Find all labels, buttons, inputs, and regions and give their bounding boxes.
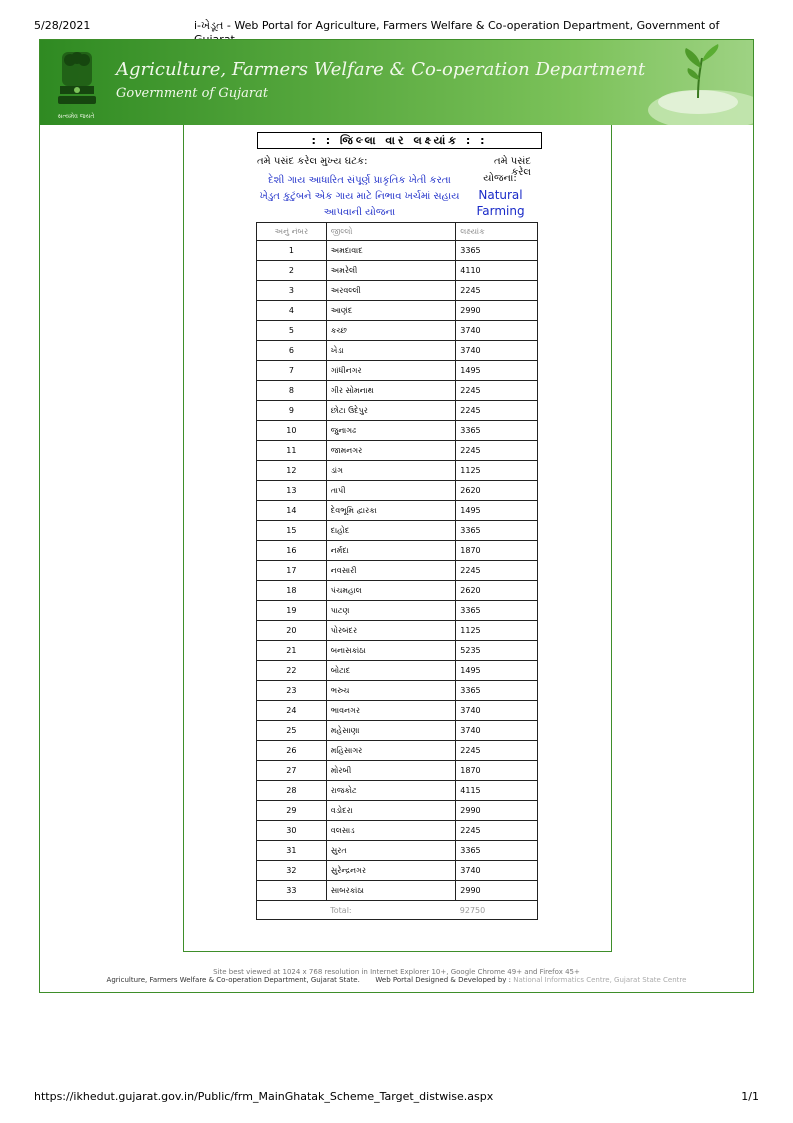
cell-district: જુનાગઢ	[326, 421, 456, 441]
table-row	[257, 381, 538, 401]
cell-target: 2245	[456, 561, 538, 581]
state-emblem-icon	[52, 48, 102, 120]
cell-target: 5235	[456, 641, 538, 661]
table-row	[257, 401, 538, 421]
cell-serial-no: 6	[257, 341, 327, 361]
cell-target: 1495	[456, 661, 538, 681]
cell-target: 3740	[456, 861, 538, 881]
cell-target: 2990	[456, 801, 538, 821]
table-row	[257, 681, 538, 701]
table-row	[257, 281, 538, 301]
table-header-row	[257, 223, 538, 241]
cell-district: નર્મદા	[326, 541, 456, 561]
cell-district: મહેસાણા	[326, 721, 456, 741]
page-heading: : : જિલ્લા વાર લક્ષ્યાંક : :	[257, 132, 542, 149]
cell-district: રાજકોટ	[326, 781, 456, 801]
table-row	[257, 881, 538, 901]
credits-designed-by: Web Portal Designed & Developed by :	[375, 976, 512, 984]
table-row	[257, 241, 538, 261]
cell-serial-no: 33	[257, 881, 327, 901]
cell-target: 3365	[456, 681, 538, 701]
header-serial-no: અનું નંબર	[257, 223, 327, 241]
cell-target: 2245	[456, 401, 538, 421]
cell-serial-no: 21	[257, 641, 327, 661]
table-row	[257, 741, 538, 761]
cell-target: 1870	[456, 761, 538, 781]
cell-district: પંચમહાલ	[326, 581, 456, 601]
table-row	[257, 761, 538, 781]
cell-district: કચ્છ	[326, 321, 456, 341]
cell-district: મહિસાગર	[326, 741, 456, 761]
cell-target: 2990	[456, 881, 538, 901]
cell-target: 1870	[456, 541, 538, 561]
cell-district: નવસારી	[326, 561, 456, 581]
cell-serial-no: 17	[257, 561, 327, 581]
table-row	[257, 501, 538, 521]
table-row	[257, 701, 538, 721]
cell-serial-no: 12	[257, 461, 327, 481]
table-row	[257, 601, 538, 621]
cell-target: 3365	[456, 521, 538, 541]
table-row	[257, 801, 538, 821]
total-spacer	[257, 901, 327, 920]
cell-target: 3365	[456, 601, 538, 621]
cell-serial-no: 16	[257, 541, 327, 561]
table-row	[257, 821, 538, 841]
table-row	[257, 721, 538, 741]
cell-district: દાહોદ	[326, 521, 456, 541]
print-page-title: i-ખેડૂત - Web Portal for Agriculture, Farmers Welfare & Co-operation Department, Government of	[194, 19, 720, 32]
plant-in-hands-icon	[628, 40, 753, 125]
cell-district: વલસાડ	[326, 821, 456, 841]
table-row	[257, 861, 538, 881]
cell-district: ભાવનગર	[326, 701, 456, 721]
table-body	[257, 241, 538, 901]
selected-scheme-label: તમે પસંદ કરેલ	[493, 156, 531, 178]
cell-serial-no: 11	[257, 441, 327, 461]
cell-serial-no: 10	[257, 421, 327, 441]
cell-serial-no: 26	[257, 741, 327, 761]
table-row	[257, 341, 538, 361]
cell-target: 1495	[456, 501, 538, 521]
header-target: લક્ષ્યાંક	[456, 223, 538, 241]
header-district: જીલ્લો	[326, 223, 456, 241]
cell-target: 2245	[456, 441, 538, 461]
cell-target: 3740	[456, 321, 538, 341]
cell-target: 2990	[456, 301, 538, 321]
page-frame	[39, 39, 754, 993]
total-value: 92750	[456, 901, 538, 920]
cell-target: 3740	[456, 701, 538, 721]
cell-target: 3365	[456, 421, 538, 441]
cell-serial-no: 23	[257, 681, 327, 701]
government-title: Government of Gujarat	[116, 86, 269, 101]
cell-serial-no: 3	[257, 281, 327, 301]
total-label: Total:	[326, 901, 456, 920]
cell-district: જામનગર	[326, 441, 456, 461]
table-row	[257, 481, 538, 501]
cell-district: સાબરકાંઠા	[326, 881, 456, 901]
cell-serial-no: 5	[257, 321, 327, 341]
content-panel	[183, 125, 612, 952]
cell-target: 4115	[456, 781, 538, 801]
credits-department: Agriculture, Farmers Welfare & Co-operation Department, Gujarat State.	[106, 976, 360, 984]
cell-target: 3365	[456, 841, 538, 861]
cell-target: 1125	[456, 621, 538, 641]
table-row	[257, 581, 538, 601]
table-row	[257, 361, 538, 381]
cell-serial-no: 4	[257, 301, 327, 321]
print-page-number: 1/1	[741, 1090, 759, 1103]
cell-district: ડાંગ	[326, 461, 456, 481]
cell-district: ગીર સોમનાથ	[326, 381, 456, 401]
cell-serial-no: 27	[257, 761, 327, 781]
table-row	[257, 441, 538, 461]
total-row	[257, 901, 538, 920]
cell-serial-no: 28	[257, 781, 327, 801]
cell-serial-no: 29	[257, 801, 327, 821]
selected-scheme-label-2: યોજના:	[483, 173, 517, 184]
cell-target: 2245	[456, 381, 538, 401]
cell-serial-no: 32	[257, 861, 327, 881]
credits-line	[40, 976, 753, 984]
browser-note: Site best viewed at 1024 x 768 resolution in Internet Explorer 10+, Google Chrome 49+ and Firefox 45+	[213, 968, 580, 976]
cell-district: મોરબી	[326, 761, 456, 781]
cell-serial-no: 14	[257, 501, 327, 521]
cell-district: પાટણ	[326, 601, 456, 621]
table-row	[257, 541, 538, 561]
cell-district: સુરેન્દ્રનગર	[326, 861, 456, 881]
cell-target: 1125	[456, 461, 538, 481]
cell-serial-no: 24	[257, 701, 327, 721]
cell-target: 2245	[456, 281, 538, 301]
table-row	[257, 661, 538, 681]
cell-serial-no: 8	[257, 381, 327, 401]
department-title: Agriculture, Farmers Welfare & Co-operation Department	[116, 59, 646, 80]
cell-serial-no: 15	[257, 521, 327, 541]
table-row	[257, 461, 538, 481]
table-row	[257, 301, 538, 321]
cell-serial-no: 1	[257, 241, 327, 261]
cell-target: 2245	[456, 741, 538, 761]
cell-serial-no: 18	[257, 581, 327, 601]
cell-target: 3740	[456, 721, 538, 741]
cell-serial-no: 2	[257, 261, 327, 281]
table-row	[257, 321, 538, 341]
cell-target: 3740	[456, 341, 538, 361]
cell-serial-no: 13	[257, 481, 327, 501]
cell-district: ગાંધીનગર	[326, 361, 456, 381]
cell-target: 2620	[456, 481, 538, 501]
table-row	[257, 561, 538, 581]
cell-district: દેવભૂમિ દ્વારકા	[326, 501, 456, 521]
table-row	[257, 781, 538, 801]
cell-target: 2620	[456, 581, 538, 601]
cell-district: છોટા ઉદેપુર	[326, 401, 456, 421]
table-row	[257, 641, 538, 661]
cell-district: અમદાવાદ	[326, 241, 456, 261]
cell-district: વડોદરા	[326, 801, 456, 821]
selected-component-label: તમે પસંદ કરેલ મુખ્ય ઘટક:	[257, 156, 368, 167]
selected-component-value: દેશી ગાય આધારિત સંપૂર્ણ પ્રાકૃતિક ખેતી કરતા ખેડુત કુટુંબને એક ગાય માટે નિભાવ ખર્ચમાં સહાય આપવાની યોજના	[259, 175, 460, 218]
print-header	[34, 19, 759, 35]
cell-target: 3365	[456, 241, 538, 261]
cell-district: અરવલ્લી	[326, 281, 456, 301]
cell-serial-no: 22	[257, 661, 327, 681]
cell-target: 1495	[456, 361, 538, 381]
cell-serial-no: 9	[257, 401, 327, 421]
cell-district: પોરબંદર	[326, 621, 456, 641]
table-row	[257, 841, 538, 861]
district-target-table	[256, 222, 538, 920]
cell-district: બોટાદ	[326, 661, 456, 681]
cell-district: આણંદ	[326, 301, 456, 321]
print-url: https://ikhedut.gujarat.gov.in/Public/frm_MainGhatak_Scheme_Target_distwise.aspx	[34, 1090, 494, 1103]
cell-district: તાપી	[326, 481, 456, 501]
cell-district: અમરેલી	[326, 261, 456, 281]
selected-scheme-value: Natural Farming	[476, 188, 525, 218]
emblem-caption: સત્યમેવ જયતે	[57, 113, 95, 120]
cell-target: 4110	[456, 261, 538, 281]
cell-serial-no: 25	[257, 721, 327, 741]
cell-district: બનાસકાંઠા	[326, 641, 456, 661]
table-row	[257, 521, 538, 541]
cell-serial-no: 31	[257, 841, 327, 861]
table-row	[257, 421, 538, 441]
cell-district: ભરુચ	[326, 681, 456, 701]
cell-serial-no: 7	[257, 361, 327, 381]
cell-district: ખેડા	[326, 341, 456, 361]
table-row	[257, 261, 538, 281]
table-row	[257, 621, 538, 641]
nic-link[interactable]: National Informatics Centre, Gujarat State Centre	[513, 976, 687, 984]
print-date: 5/28/2021	[34, 19, 91, 32]
cell-serial-no: 19	[257, 601, 327, 621]
cell-serial-no: 20	[257, 621, 327, 641]
header-banner	[40, 40, 753, 125]
cell-serial-no: 30	[257, 821, 327, 841]
cell-target: 2245	[456, 821, 538, 841]
cell-district: સુરત	[326, 841, 456, 861]
